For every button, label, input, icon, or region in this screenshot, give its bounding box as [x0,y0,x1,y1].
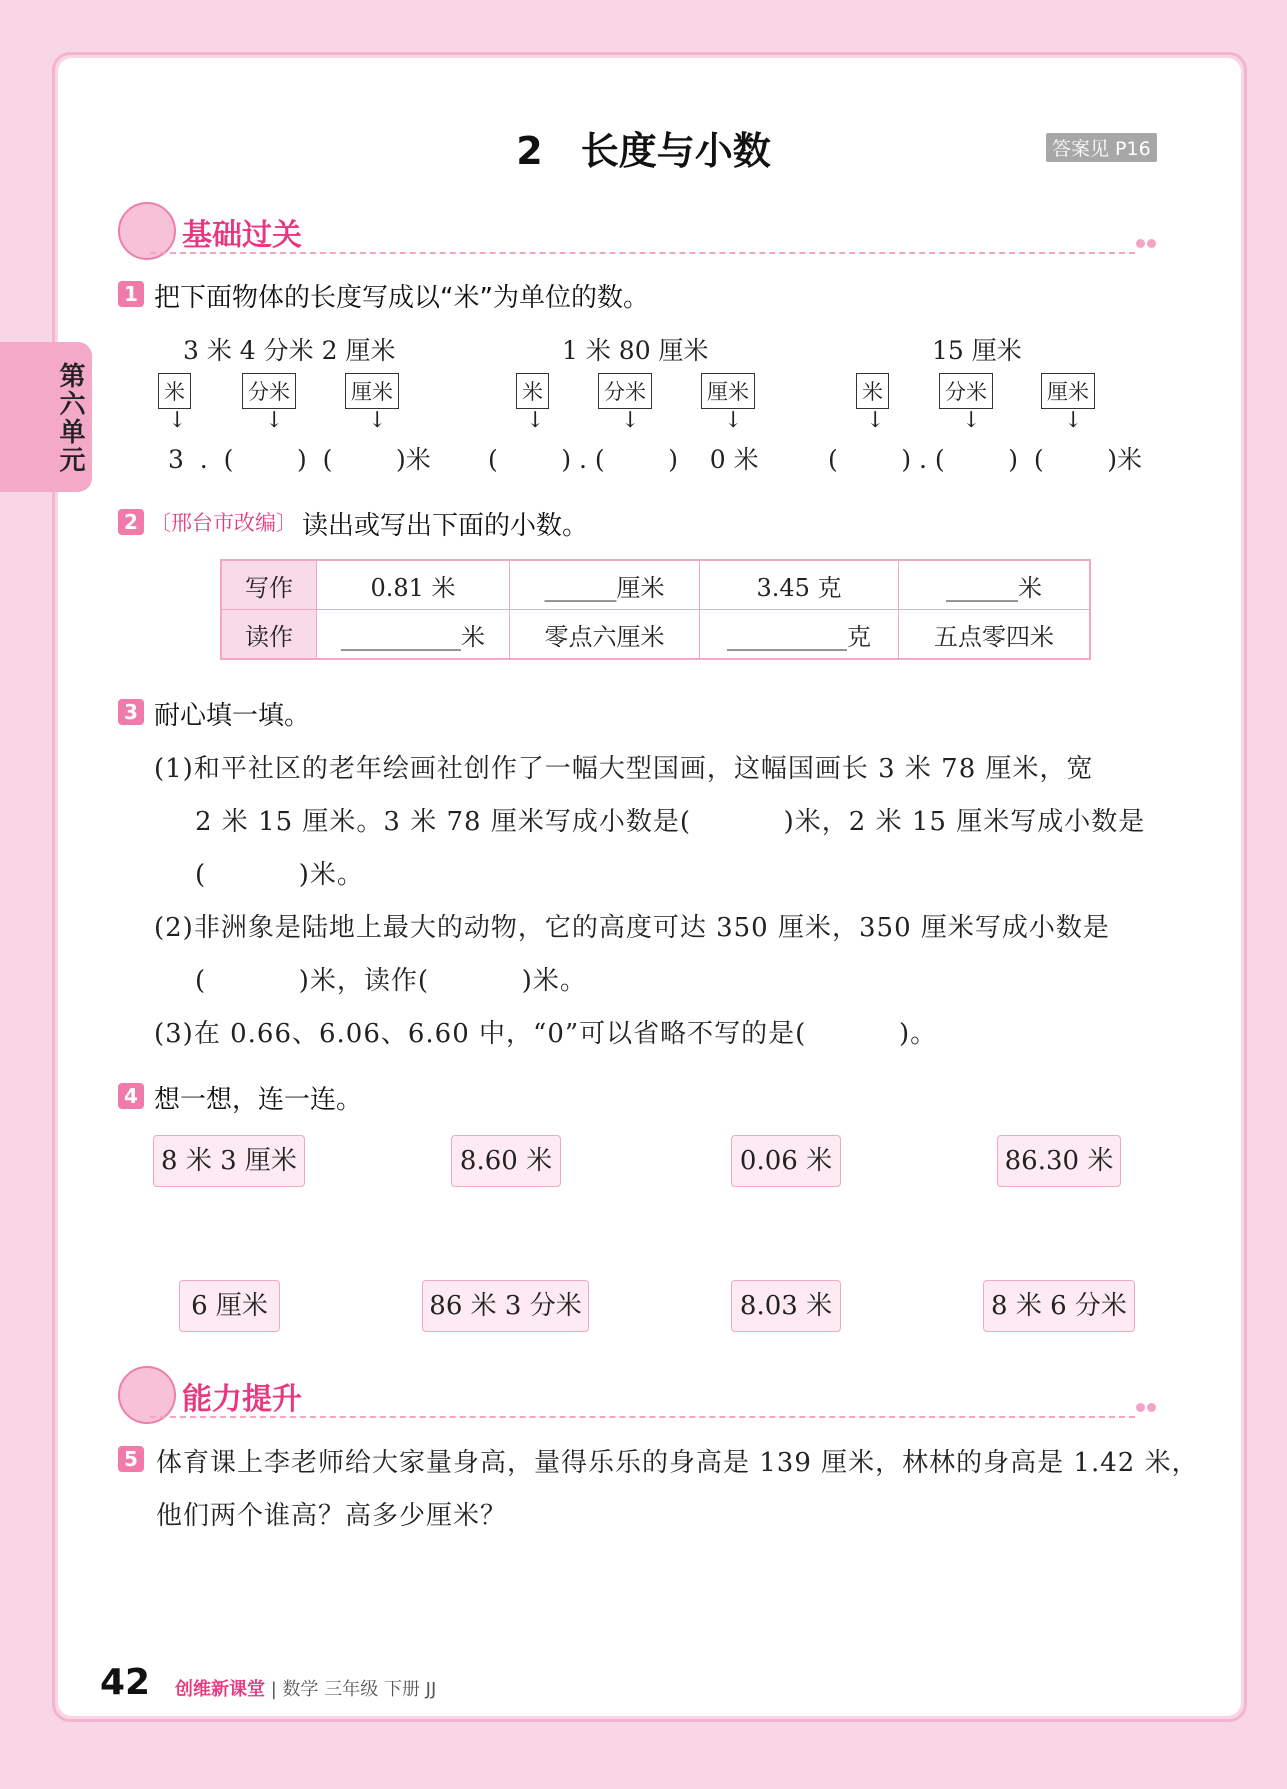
table-header-write: 写作 [221,560,317,610]
section-basic-heading: 基础过关 [182,218,302,253]
section-advanced-heading: 能力提升 [182,1382,302,1417]
q3-part1-line2: 2 米 15 厘米。3 米 78 厘米写成小数是( )米，2 米 15 厘米写成小数是 [195,807,1146,837]
footer-brand-name: 创维新课堂 [175,1679,265,1700]
q1-item2-answer: ( ) . ( ) 0 米 [488,445,759,474]
question-1-number: 1 [118,281,144,307]
q1-item3-label: 15 厘米 [932,336,1022,365]
q1-item2-label: 1 米 80 厘米 [562,336,709,365]
table-row [221,610,1090,660]
section-basic-divider [150,252,1135,254]
q1-item1-unit-decimeter: 分米 [242,373,296,409]
q1-item3-answer: ( ) . ( ) ( )米 [828,445,1142,474]
down-arrow-icon: ↓ [962,408,981,433]
down-arrow-icon: ↓ [368,408,387,433]
table-cell: 3.45 克 [700,560,899,610]
table-header-read: 读作 [221,610,317,660]
table-cell: 五点零四米 [899,610,1091,660]
q3-part2-line2: ( )米，读作( )米。 [195,966,587,996]
decor-dots-icon [1136,238,1158,250]
q1-item3-unit-centimeter: 厘米 [1041,373,1095,409]
question-5-number: 5 [118,1446,144,1472]
table-row [221,560,1090,610]
question-3-number: 3 [118,699,144,725]
down-arrow-icon: ↓ [526,408,545,433]
question-3-text: 耐心填一填。 [154,701,311,731]
question-2-source: 〔邢台市改编〕 [150,511,297,535]
page-title: 2 长度与小数 [516,129,771,173]
q5-line1: 体育课上李老师给大家量身高，量得乐乐的身高是 139 厘米，林林的身高是 1.42 米， [156,1448,1199,1478]
q1-item1-label: 3 米 4 分米 2 厘米 [183,336,396,365]
question-1-text: 把下面物体的长度写成以“米”为单位的数。 [154,283,649,313]
match-bottom-item[interactable]: 6 厘米 [179,1280,280,1332]
table-cell: __________克 [700,610,899,660]
decor-dots-icon [1136,1402,1158,1414]
q1-item3-unit-meter: 米 [856,373,889,409]
table-cell: 零点六厘米 [510,610,700,660]
q3-part1-line3: ( )米。 [195,860,364,890]
down-arrow-icon: ↓ [265,408,284,433]
section-advanced-divider [150,1416,1135,1418]
down-arrow-icon: ↓ [621,408,640,433]
table-cell: __________米 [317,610,510,660]
q1-item2-unit-centimeter: 厘米 [701,373,755,409]
question-2-number: 2 [118,509,144,535]
page-number: 42 [100,1662,151,1703]
table-cell: 0.81 米 [317,560,510,610]
q1-item3-unit-decimeter: 分米 [939,373,993,409]
match-top-item[interactable]: 8.60 米 [451,1135,561,1187]
q2-table [220,559,1091,660]
footer-book-info: | 数学 三年级 下册 JJ [270,1679,437,1700]
unit-side-tab-label: 第六单元 [55,362,85,474]
q1-item1-answer: 3 . ( ) ( )米 [168,445,431,474]
q3-part3: (3)在 0.66、6.06、6.60 中，“0”可以省略不写的是( )。 [154,1019,938,1049]
down-arrow-icon: ↓ [724,408,743,433]
q1-item1-unit-centimeter: 厘米 [345,373,399,409]
match-top-item[interactable]: 0.06 米 [731,1135,841,1187]
q3-part2-line1: (2)非洲象是陆地上最大的动物，它的高度可达 350 厘米，350 厘米写成小数是 [154,913,1110,943]
q3-part1-line1: (1)和平社区的老年绘画社创作了一幅大型国画，这幅国画长 3 米 78 厘米，宽 [154,754,1094,784]
down-arrow-icon: ↓ [168,408,187,433]
down-arrow-icon: ↓ [866,408,885,433]
match-top-item[interactable]: 8 米 3 厘米 [153,1135,305,1187]
match-bottom-item[interactable]: 86 米 3 分米 [422,1280,589,1332]
q1-item2-unit-meter: 米 [516,373,549,409]
table-cell: ______厘米 [510,560,700,610]
q1-item1-unit-meter: 米 [158,373,191,409]
unit-side-tab [0,342,92,492]
footer-brand [175,1675,436,1701]
match-top-item[interactable]: 86.30 米 [997,1135,1121,1187]
table-cell: ______米 [899,560,1091,610]
question-2-text: 读出或写出下面的小数。 [302,511,589,541]
question-4-text: 想一想，连一连。 [154,1085,363,1115]
match-bottom-item[interactable]: 8.03 米 [731,1280,841,1332]
match-bottom-item[interactable]: 8 米 6 分米 [983,1280,1135,1332]
answer-reference-badge: 答案见 P16 [1046,133,1157,162]
q5-line2: 他们两个谁高？高多少厘米？ [156,1501,508,1531]
down-arrow-icon: ↓ [1064,408,1083,433]
q1-item2-unit-decimeter: 分米 [598,373,652,409]
question-4-number: 4 [118,1083,144,1109]
